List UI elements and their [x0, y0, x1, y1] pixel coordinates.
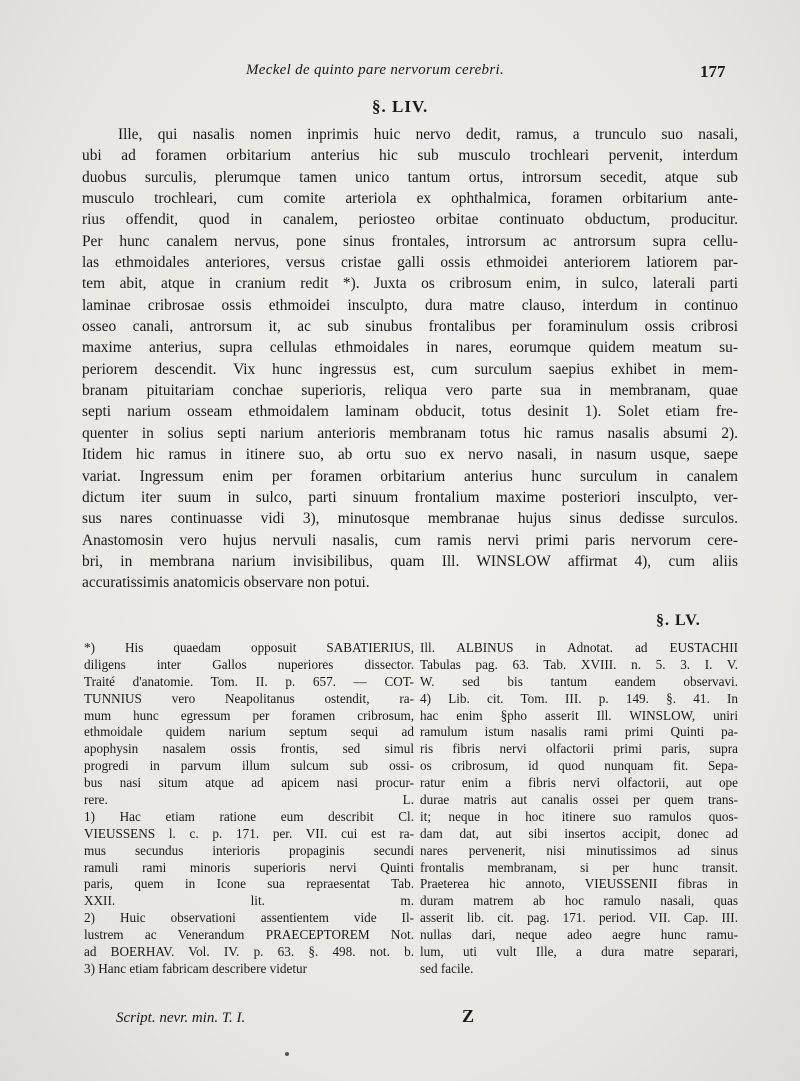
footnote-line: 1) Hac etiam ratione eum describit Cl. [84, 808, 414, 824]
footnote-line: sed facile. [420, 960, 474, 976]
footnote-line: frontalis membranam, si per hunc transit. [420, 859, 738, 875]
page-header [0, 62, 800, 84]
footnote-line: durae matris aut canalis ossei per quem trans- [420, 792, 738, 808]
body-line: las ethmoidales anteriores, versus cristae galli ossis ethmoidei anteriorem latiorem par- [82, 254, 738, 272]
footnote-line: progredi in parvum illum sulcum sub ossi- [84, 758, 414, 774]
body-line: osseo canali, antrorsum it, ac sub sinubus frontalibus per foraminulum ossis cribrosi [82, 318, 738, 336]
footnote-line: dam dat, aut sibi insertos accipit, donec ad [420, 825, 738, 841]
footnote-line: XXII. lit. m. [84, 893, 414, 909]
footnote-line: lum, uti vult Ille, a dura matre separari, [420, 944, 738, 960]
footnote-line: apophysin nasalem ossis frontis, sed simul [84, 741, 414, 757]
running-title: Meckel de quinto pare nervorum cerebri. [246, 62, 505, 78]
footnote-line: ramuli rami minoris superioris nervi Quinti [84, 859, 414, 875]
body-line: branam pituitariam conchae superioris, reliqua vero parte sua in membranam, quae [82, 382, 738, 400]
body-line: rius offendit, quod in canalem, periosteo orbitae continuato obductum, producitur. [82, 211, 738, 229]
footnote-line: Traité d'anatomie. Tom. II. p. 657. — COT- [84, 673, 414, 689]
body-line: periorem descendit. Vix hunc ingressus est, cum surculum saepius exhibet in mem- [82, 360, 738, 378]
body-line: dictum iter suum in sulco, parti sinuum frontalium maxime posteriori insculpto, ver- [82, 488, 738, 506]
footnote-line: it; neque in hoc itinere suo ramulos quos- [420, 808, 738, 824]
body-text [82, 124, 738, 594]
section-heading: §. LIV. [372, 97, 429, 116]
footnote-line: W. sed bis tantum eandem observavi. [420, 673, 738, 689]
printer-signature: Script. nevr. min. T. I. [116, 1010, 246, 1026]
body-line: Ille, qui nasalis nomen inprimis huic nervo dedit, ramus, a trunculo suo nasali, [118, 126, 738, 143]
footnote-line: ethmoidale quidem narium septum sequi ad [84, 724, 414, 740]
body-line: septi narium osseam ethmoidalem laminam obducit, totus desinit 1). Solet etiam fre- [82, 403, 738, 421]
body-line: variat. Ingressum enim per foramen orbitarium anterius hunc surculum in canalem [82, 467, 738, 485]
body-line: ubi ad foramen orbitarium anterius hic sub musculo trochleari pervenit, interdum [82, 147, 738, 165]
footnote-line: diligens inter Gallos nuperiores dissector. [84, 656, 414, 672]
footnotes-right-column [420, 640, 738, 978]
body-line: tem abit, atque in cranium redit *). Juxta os cribrosum enim, in sulco, laterali parti [82, 275, 738, 293]
footnote-line: os cribrosum, id quod nunquam fit. Sepa- [420, 758, 738, 774]
signature-mark: Z [462, 1006, 475, 1026]
footnotes-left-column [84, 640, 414, 978]
body-line: Itidem hic ramus in itinere suo, ab ortu suo ex nervo nasali, in nasum usque, saepe [82, 446, 738, 464]
page-number: 177 [700, 62, 726, 81]
footnote-line: nares pervenerit, nisi minutissimos ad sinus [420, 842, 738, 858]
body-line: musculo trochleari, cum comite arteriola ex ophthalmica, foramen orbitarium ante- [82, 190, 738, 208]
footnote-line: lustrem ac Venerandum PRAECEPTOREM Not. [84, 927, 414, 943]
footnote-line: TUNNIUS vero Neapolitanus ostendit, ra- [84, 690, 414, 706]
footnote-line: nullas dari, neque adeo aegre hunc ramu- [420, 927, 738, 943]
footnote-line: 4) Lib. cit. Tom. III. p. 149. §. 41. In [420, 690, 738, 706]
footnote-line: 2) Huic observationi assentientem vide Il- [84, 910, 414, 926]
footnote-line: ad BOERHAV. Vol. IV. p. 63. §. 498. not. b. [84, 944, 414, 960]
body-line: duobus surculis, plerumque tamen unico tantum ortus, introrsum secedit, atque sub [82, 168, 738, 186]
body-line: maxime anterius, supra cellulas ethmoidales in nares, eorumque quidem meatum su- [82, 339, 738, 357]
body-line: bri, in membrana narium invisibilibus, quam Ill. WINSLOW affirmat 4), cum aliis [82, 552, 738, 570]
footnote-line: ramulum istum nasalis rami primi Quinti pa- [420, 724, 738, 740]
footnote-line: VIEUSSENS l. c. p. 171. per. VII. cui est ra- [84, 825, 414, 841]
body-line: Per hunc canalem nervus, pone sinus frontales, introrsum ac antrorsum supra cellu- [82, 232, 738, 250]
body-line: quenter in solius septi narium anterioris membranam totus hic ramus nasalis absumi 2). [82, 424, 738, 442]
footnote-line: rere. L. [84, 792, 414, 808]
footnote-line: mus secundus interioris propaginis secundi [84, 842, 414, 858]
footnote-line: mum hunc egressum per foramen cribrosum, [84, 707, 414, 723]
footnote-line: Ill. ALBINUS in Adnotat. ad EUSTACHII [420, 640, 738, 655]
footnote-line: hac enim §pho asserit Ill. WINSLOW, uniri [420, 707, 738, 723]
footnote-line: 3) Hanc etiam fabricam describere videtur [84, 960, 307, 976]
footnote-line: ratur enim a fibris nervi olfactorii, aut ope [420, 775, 738, 791]
section-heading-next: §. LV. [656, 612, 701, 629]
footnote-line: duram matrem ab hoc ramulo nasali, quas [420, 893, 738, 909]
ink-speck [285, 1052, 289, 1056]
body-line: accuratissimis anatomicis observare non potui. [82, 574, 370, 592]
footnote-line: paris, quem in Icone sua repraesentat Tab. [84, 876, 414, 892]
footnote-line: Praeterea hic annoto, VIEUSSENII fibras in [420, 876, 738, 892]
footnote-line: ris fibris nervi olfactorii primi paris, supra [420, 741, 738, 757]
body-line: sus nares continuasse vidi 3), minutosque membranae hujus sinus dedisse surculos. [82, 510, 738, 528]
body-line: Anastomosin vero hujus nervuli nasalis, cum ramis nervi primi paris nervorum cere- [82, 531, 738, 549]
footnote-line: bus nasi situm atque ad apicem nasi procur- [84, 775, 414, 791]
body-line: laminae cribrosae ossis ethmoidei insculpto, dura matre clauso, interdum in continuo [82, 296, 738, 314]
footnote-line: asserit lib. cit. pag. 171. period. VII. Cap. III. [420, 910, 738, 926]
footnote-line: Tabulas pag. 63. Tab. XVIII. n. 5. 3. I. V. [420, 656, 738, 672]
footnote-line: *) His quaedam opposuit SABATIERIUS, [84, 640, 414, 655]
